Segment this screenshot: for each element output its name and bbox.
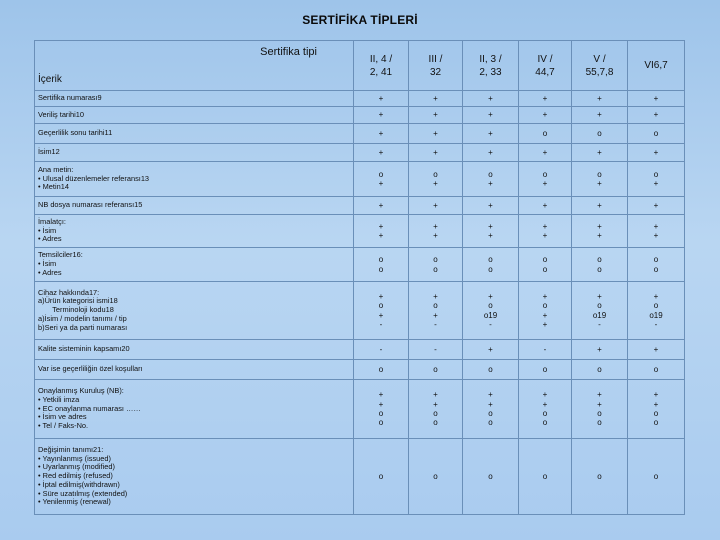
row-value: o: [409, 360, 463, 380]
table-row: [35, 248, 685, 282]
row-value: o: [628, 439, 685, 515]
table-row: [35, 91, 685, 107]
row-value: o: [519, 124, 572, 144]
row-value: + o + -: [354, 282, 409, 340]
row-value: + o o19 -: [572, 282, 628, 340]
row-label: Temsilciler16: • İsim • Adres: [35, 248, 354, 282]
row-value: +: [463, 124, 519, 144]
row-value: +: [628, 144, 685, 162]
row-value: +: [519, 91, 572, 107]
header-caption-main: Sertifika tipi: [260, 46, 317, 58]
row-value: +: [463, 197, 519, 215]
row-value: +: [409, 124, 463, 144]
row-value: +: [409, 197, 463, 215]
row-value: + + o o: [572, 380, 628, 439]
row-value: +: [354, 91, 409, 107]
table-row: [35, 360, 685, 380]
row-value: +: [572, 340, 628, 360]
row-value: +: [463, 91, 519, 107]
row-value: o +: [572, 162, 628, 197]
row-value: +: [572, 107, 628, 124]
row-value: o o: [354, 248, 409, 282]
row-label: İsim12: [35, 144, 354, 162]
row-value: +: [463, 144, 519, 162]
row-value: +: [519, 197, 572, 215]
column-header: III / 32: [409, 41, 463, 91]
row-label: NB dosya numarası referansı15: [35, 197, 354, 215]
row-label: Var ise geçerliliğin özel koşulları: [35, 360, 354, 380]
row-value: o +: [628, 162, 685, 197]
row-value: o: [463, 360, 519, 380]
table-row: [35, 380, 685, 439]
row-value: o o: [409, 248, 463, 282]
column-header: V / 55,7,8: [572, 41, 628, 91]
row-value: +: [354, 197, 409, 215]
row-value: o +: [354, 162, 409, 197]
row-value: + + o o: [519, 380, 572, 439]
row-value: +: [463, 340, 519, 360]
row-value: o: [354, 439, 409, 515]
row-value: o: [519, 439, 572, 515]
header-caption-cell: [35, 41, 354, 91]
row-value: + o o19 -: [628, 282, 685, 340]
row-value: o o: [628, 248, 685, 282]
table-row: [35, 340, 685, 360]
row-value: + + o o: [409, 380, 463, 439]
row-value: o +: [409, 162, 463, 197]
row-value: + +: [519, 215, 572, 248]
row-value: o: [463, 439, 519, 515]
row-value: + +: [354, 215, 409, 248]
row-value: -: [519, 340, 572, 360]
table-row: [35, 124, 685, 144]
row-label: Ana metin: • Ulusal düzenlemeler referansı13 • Metin14: [35, 162, 354, 197]
row-value: + + o o: [628, 380, 685, 439]
header-caption-sub: İçerik: [38, 74, 62, 85]
row-value: +: [409, 107, 463, 124]
row-label: Veriliş tarihi10: [35, 107, 354, 124]
row-label: Kalite sisteminin kapsamı20: [35, 340, 354, 360]
row-label: Değişimin tanımı21: • Yayınlanmış (issued) • Uyarlanmış (modified) • Red edilmiş (refused) • İptal edilmiş(withdrawn) • Süre uzatılmış (extended) • Yenilenmiş (renewal): [35, 439, 354, 515]
row-value: +: [463, 107, 519, 124]
row-value: o: [572, 124, 628, 144]
row-value: +: [628, 107, 685, 124]
row-label: İmalatçı: • İsim • Adres: [35, 215, 354, 248]
row-value: + + o o: [354, 380, 409, 439]
row-value: +: [354, 124, 409, 144]
row-value: o +: [463, 162, 519, 197]
table-row: [35, 282, 685, 340]
row-value: o: [519, 360, 572, 380]
row-value: o o: [463, 248, 519, 282]
column-header: IV / 44,7: [519, 41, 572, 91]
row-value: + +: [628, 215, 685, 248]
row-value: +: [519, 107, 572, 124]
row-value: -: [409, 340, 463, 360]
row-value: +: [409, 144, 463, 162]
row-value: o: [572, 439, 628, 515]
row-label: Cihaz hakkında17: a)Ürün kategorisi ismi18 Terminoloji kodu18 a)İsim / modelin tanımı / tip b)Seri ya da parti numarası: [35, 282, 354, 340]
row-value: +: [354, 107, 409, 124]
row-value: + o + -: [409, 282, 463, 340]
row-value: o +: [519, 162, 572, 197]
page-title: SERTİFİKA TİPLERİ: [302, 13, 418, 27]
row-value: + +: [463, 215, 519, 248]
row-value: o o: [572, 248, 628, 282]
column-header: II, 3 / 2, 33: [463, 41, 519, 91]
table-row: [35, 439, 685, 515]
row-value: +: [628, 340, 685, 360]
row-value: o: [409, 439, 463, 515]
row-label: Sertifika numarası9: [35, 91, 354, 107]
row-value: o: [354, 360, 409, 380]
table-row: [35, 107, 685, 124]
row-value: +: [628, 91, 685, 107]
row-value: +: [409, 91, 463, 107]
row-value: + +: [572, 215, 628, 248]
row-value: o: [628, 360, 685, 380]
row-value: o: [572, 360, 628, 380]
row-label: Geçerlilik sonu tarihi11: [35, 124, 354, 144]
row-value: +: [354, 144, 409, 162]
row-value: +: [572, 197, 628, 215]
column-header: VI6,7: [628, 41, 685, 91]
header-row: [35, 41, 685, 91]
row-value: + + o o: [463, 380, 519, 439]
row-value: + +: [409, 215, 463, 248]
row-value: +: [519, 144, 572, 162]
row-value: + o + +: [519, 282, 572, 340]
row-value: o o: [519, 248, 572, 282]
certificate-types-table: [34, 40, 685, 515]
table-row: [35, 144, 685, 162]
row-value: +: [628, 197, 685, 215]
row-value: +: [572, 144, 628, 162]
table-row: [35, 215, 685, 248]
row-value: +: [572, 91, 628, 107]
row-label: Onaylanmış Kuruluş (NB): • Yetkili imza • EC onaylanma numarası …… • İsim ve adres • Tel / Faks-No.: [35, 380, 354, 439]
row-value: -: [354, 340, 409, 360]
table-row: [35, 197, 685, 215]
row-value: + o o19 -: [463, 282, 519, 340]
column-header: II, 4 / 2, 41: [354, 41, 409, 91]
table-row: [35, 162, 685, 197]
row-value: o: [628, 124, 685, 144]
